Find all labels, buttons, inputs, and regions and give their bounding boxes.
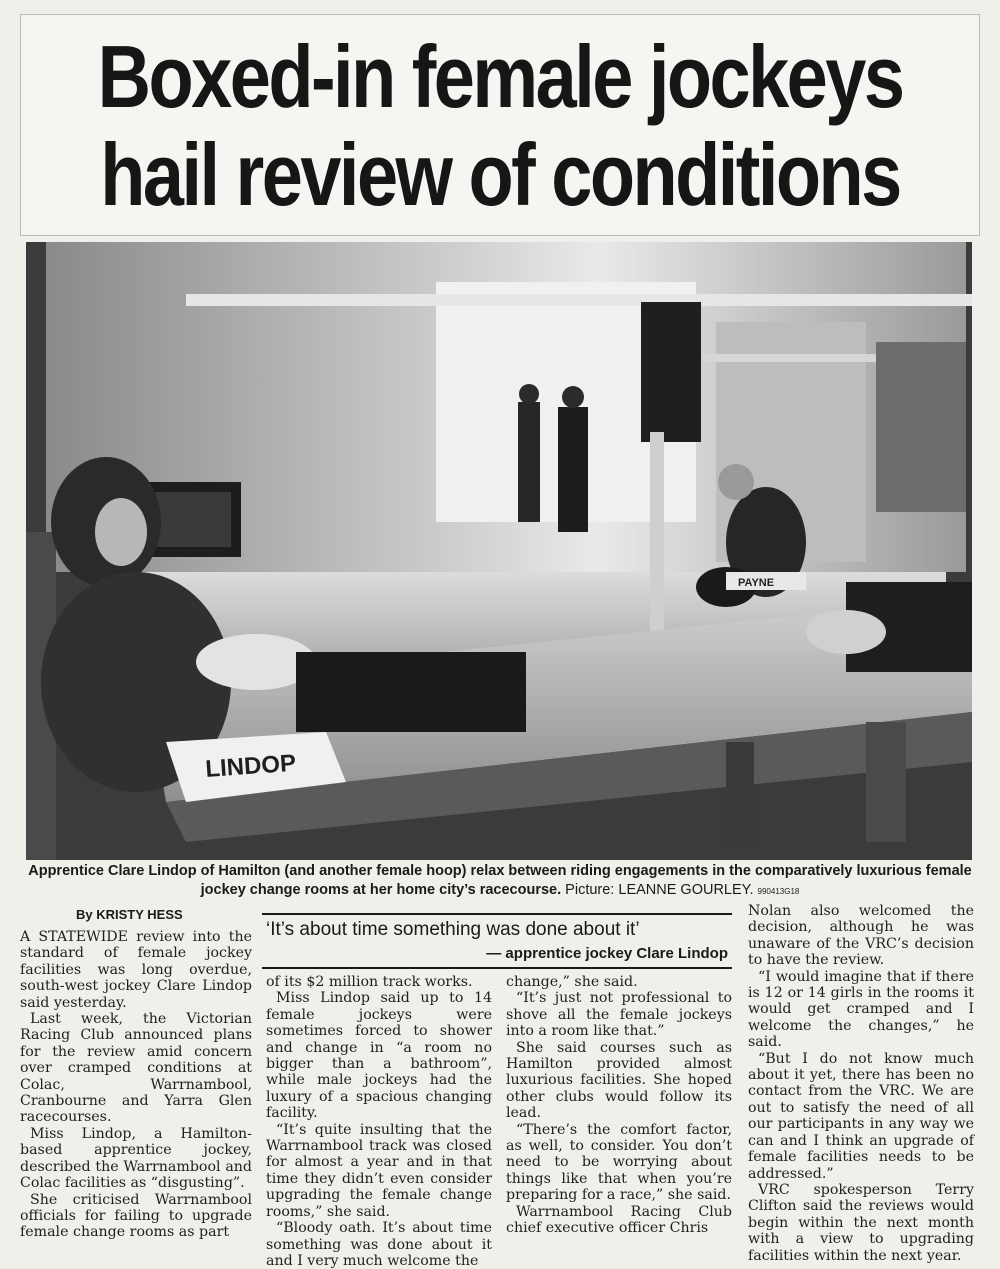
article-paragraph: “It’s just not professional to shove all the female jockeys into a room like that.” [506, 990, 732, 1040]
pull-quote-attribution: — apprentice jockey Clare Lindop [486, 945, 728, 962]
article-column-4 [748, 903, 974, 1264]
byline: By KRISTY HESS [76, 907, 183, 922]
headline-line-2: hail review of conditions [100, 125, 900, 224]
article-paragraph: Last week, the Victorian Racing Club announced plans for the review amid concern over cramped conditions at Colac, Warrnambool, Cranbourne and Yarra Glen racecourses. [20, 1011, 252, 1126]
article-column-2 [266, 974, 492, 1269]
caption-photo-code: 990413G18 [757, 887, 800, 896]
pull-quote-text: ‘It’s about time something was done about it’ [266, 919, 640, 940]
photo-hanging-silks [641, 302, 701, 442]
caption-credit-name: LEANNE GOURLEY. [618, 882, 754, 898]
photo-post [650, 432, 664, 632]
news-photo [26, 242, 972, 860]
photo-person-standing-1 [518, 402, 540, 522]
photo-pipe [186, 294, 972, 306]
article-paragraph: Warrnambool Racing Club chief executive officer Chris [506, 1203, 732, 1237]
article-paragraph: of its $2 million track works. [266, 974, 473, 990]
article-column-1 [20, 929, 252, 1241]
caption-text: Apprentice Clare Lindop of Hamilton (and another female hoop) relax between riding engagements in the comparatively luxurious female jockey change rooms at her home city’s racecourse. [28, 863, 972, 898]
article-paragraph: She said courses such as Hamilton provided almost luxurious facilities. She hoped other clubs would follow its lead. [506, 1039, 732, 1122]
article-paragraph: change,” she said. [506, 974, 638, 990]
photo-shirt-label: PAYNE [738, 577, 775, 589]
article-paragraph: A STATEWIDE review into the standard of female jockey facilities was long overdue, south-west jockey Clare Lindop said yesterday. [20, 929, 252, 1011]
photo-hanging-clothes [876, 342, 966, 512]
article-paragraph: She criticised Warrnambool officials for failing to upgrade female change rooms as part [20, 1191, 252, 1241]
photo-jockey-left-face [95, 498, 147, 566]
photo-boots [296, 652, 526, 732]
caption-credit-label: Picture: [565, 882, 615, 898]
article-paragraph: Miss Lindop said up to 14 female jockeys were sometimes forced to shower and change in “a room no bigger than a bathroom”, while male jockeys had the luxury of a spacious changing facility. [266, 990, 492, 1122]
article-paragraph: “Bloody oath. It’s about time something was done about it and I very much welcome the [266, 1220, 492, 1269]
headline-line-1: Boxed-in female jockeys [97, 27, 903, 126]
article-paragraph: “But I do not know much about it yet, there has been no contact from the VRC. We are out to satisfy the need of all our participants in any way we can and I think an upgrade of female facilities needs to be addressed.” [748, 1050, 974, 1182]
article-column-3 [506, 974, 732, 1237]
article-paragraph: Miss Lindop, a Hamilton-based apprentice jockey, described the Warrnambool and Colac facilities as “disgusting”. [20, 1125, 252, 1192]
article-paragraph: “There’s the comfort factor, as well, to consider. You don’t need to be worrying about things like that when you’re preparing for a race,” she said. [506, 1121, 732, 1204]
article-paragraph: “I would imagine that if there is 12 or 14 girls in the rooms it would get cramped and I welcome the changes,” he said. [748, 968, 974, 1051]
photo-caption [22, 862, 978, 901]
headline-box [20, 14, 980, 236]
photo-person-standing-2 [558, 407, 588, 532]
article-paragraph: VRC spokesperson Terry Clifton said the reviews would begin within the next month with a view to upgrading facilities within the next year. [748, 1181, 974, 1264]
article-paragraph: “It’s quite insulting that the Warrnambool track was closed for almost a year and in that time they didn’t even consider upgrading the female change rooms,” she said. [266, 1121, 492, 1220]
photo-bag-label: LINDOP [204, 749, 297, 783]
pull-quote-box [262, 913, 732, 969]
article-paragraph: Nolan also welcomed the decision, although he was unaware of the VRC’s decision to have the review. [748, 903, 974, 969]
